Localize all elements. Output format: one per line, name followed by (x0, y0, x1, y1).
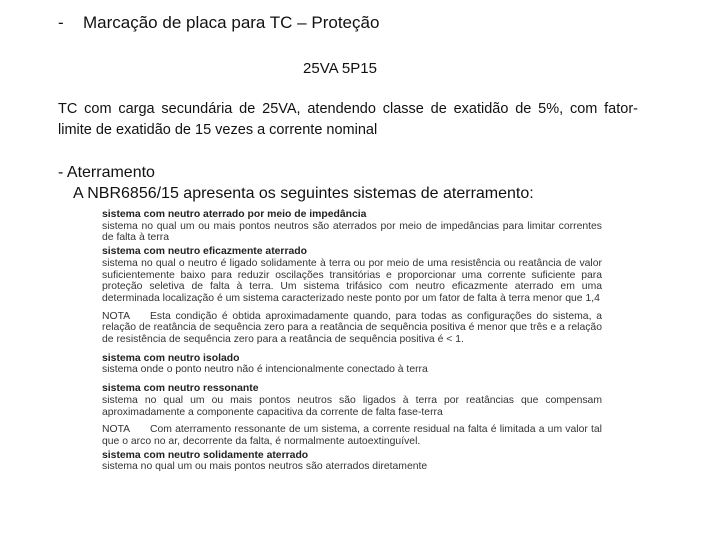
note-text: Com aterramento ressonante de um sistema, a corrente residual na falta é limitada a um valor tal que o arco no ar, decorrente da falta, é normalmente autoextinguível. (102, 424, 602, 447)
section-intro: A NBR6856/15 apresenta os seguintes sistemas de aterramento: (73, 185, 534, 202)
note-label: NOTA (102, 310, 131, 322)
scanned-standard-excerpt (102, 207, 602, 473)
heading-title: Marcação de placa para TC – Proteção (83, 13, 380, 32)
definition-note (102, 311, 602, 346)
definition-text: sistema onde o ponto neutro não é intencionalmente conectado à terra (102, 364, 428, 376)
definition-note (102, 424, 602, 447)
definition-term: sistema com neutro isolado (102, 352, 240, 364)
spec-explanation (58, 99, 638, 141)
definition-term: sistema com neutro aterrado por meio de impedância (102, 209, 367, 220)
note-text: Esta condição é obtida aproximadamente quando, para todas as configurações do sistema, a relação de reatância de sequência zero para a reatância de sequência positiva é menor que três e a relação de resistência de sequência zero para a reatância de sequência positiva é < 1. (102, 310, 602, 346)
definition-term: sistema com neutro ressonante (102, 383, 259, 395)
heading-dash: - (58, 13, 64, 32)
definition-text: sistema no qual um ou mais pontos neutros são aterrados diretamente (102, 461, 428, 473)
definition-text: sistema no qual um ou mais pontos neutros são ligados à terra por reatâncias que compensam aproximadamente a componente capacitiva da corrente de falta fase-terra (102, 394, 602, 418)
section-title: - Aterramento (58, 164, 155, 181)
definition-text: sistema no qual o neutro é ligado solidamente à terra ou por meio de uma resistência ou reatância de valor suficientemente baixo para reduzir oscilações transitórias e proporcionar uma corrente suficiente para proteção seletiva de falta à terra. Um sistema trifásico com neutro eficazmente aterrado em uma determinada localização é um sistema caracterizado neste ponto por um fator de falta à terra menor que 1,4 (102, 257, 602, 304)
slide-heading (58, 13, 379, 33)
explanation-line-2: limite de exatidão de 15 vezes a corrente nominal (58, 122, 378, 138)
note-label: NOTA (102, 424, 131, 436)
ct-marking-spec: 25VA 5P15 (303, 60, 377, 77)
definition-term: sistema com neutro eficazmente aterrado (102, 246, 307, 258)
explanation-line-1: TC com carga secundária de 25VA, atendendo classe de exatidão de 5%, com fator- (58, 101, 638, 117)
definition-term: sistema com neutro solidamente aterrado (102, 449, 309, 461)
definition-text: sistema no qual um ou mais pontos neutros são aterrados por meio de impedâncias para limitar correntes de falta à terra (102, 220, 602, 244)
